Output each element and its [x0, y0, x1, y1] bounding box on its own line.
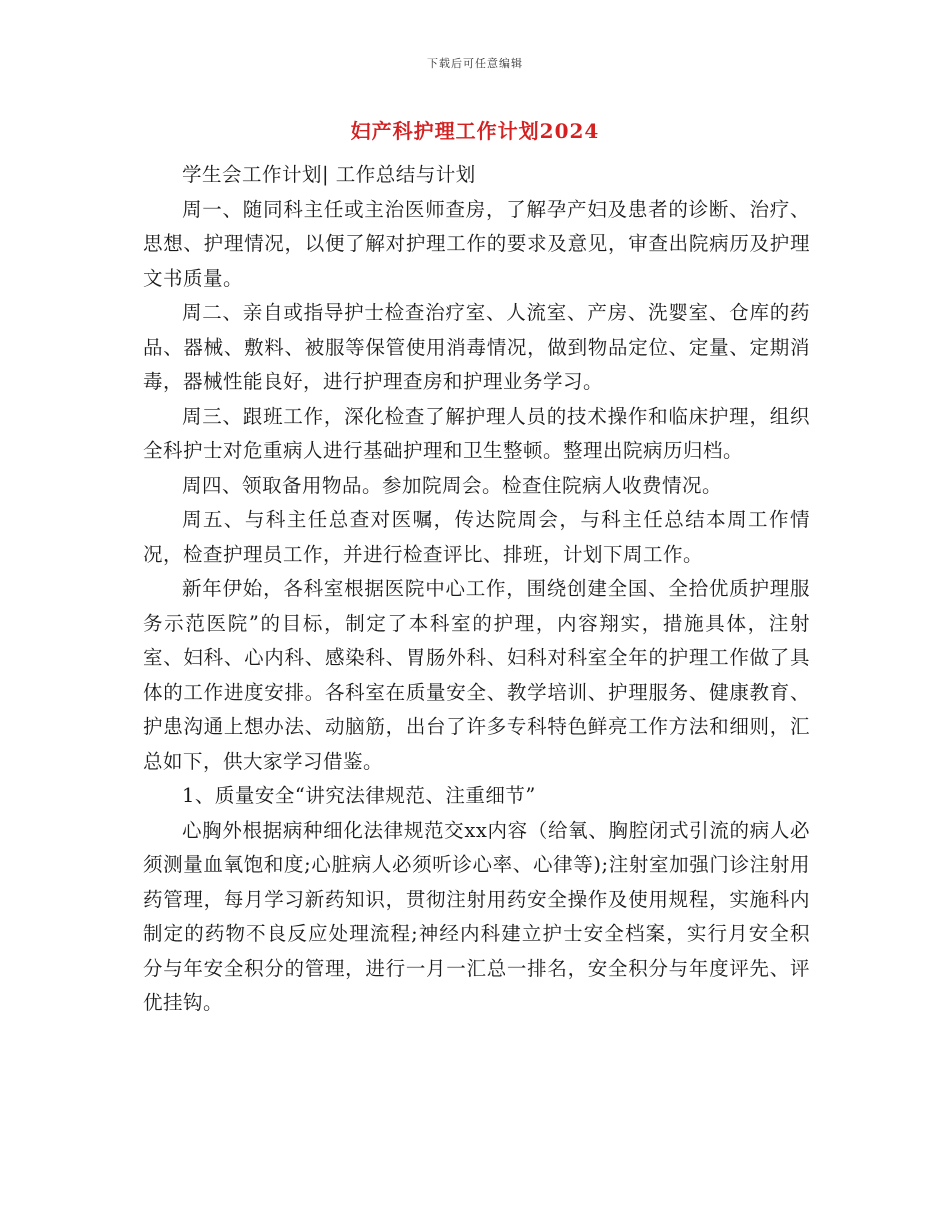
paragraph-quality-safety-detail: 心胸外根据病种细化法律规范交xx内容（给氧、胸腔闭式引流的病人必须测量血氧饱和度;心脏病人必须听诊心率、心律等);注射室加强门诊注射用药管理，每月学习新药知识，贯彻注射用药安全操作及使用规程，实施科内制定的药物不良反应处理流程;神经内科建立护士安全档案，实行月安全积分与年安全积分的管理，进行一月一汇总一排名，安全积分与年度评先、评优挂钩。	[143, 818, 810, 1014]
section-heading-quality-safety: 1、质量安全“讲究法律规范、注重细节”	[182, 784, 536, 807]
document-title: 妇产科护理工作计划2024	[350, 119, 600, 143]
paragraph-category: 学生会工作计划| 工作总结与计划	[182, 163, 476, 186]
paragraph-new-year: 新年伊始，各科室根据医院中心工作，围绕创建全国、全拾优质护理服务示范医院”的目标，制定了本科室的护理，内容翔实，措施具体，注射室、妇科、心内科、感染科、胃肠外科、妇科对科室全年的护理工作做了具体的工作进度安排。各科室在质量安全、教学培训、护理服务、健康教育、护患沟通上想办法、动脑筋，出台了许多专科特色鲜亮工作方法和细则，汇总如下，供大家学习借鉴。	[143, 577, 810, 773]
paragraph-tuesday: 周二、亲自或指导护士检查治疗室、人流室、产房、洗婴室、仓库的药品、器械、敷料、被服等保管使用消毒情况，做到物品定位、定量、定期消毒，器械性能良好，进行护理查房和护理业务学习。	[143, 301, 810, 393]
paragraph-friday: 周五、与科主任总查对医嘱，传达院周会，与科主任总结本周工作情况，检查护理员工作，并进行检查评比、排班，计划下周工作。	[143, 508, 810, 566]
paragraph-thursday: 周四、领取备用物品。参加院周会。检查住院病人收费情况。	[182, 473, 723, 497]
document-body	[143, 158, 810, 1021]
paragraph-monday: 周一、随同科主任或主治医师查房，了解孕产妇及患者的诊断、治疗、思想、护理情况，以便了解对护理工作的要求及意见，审查出院病历及护理文书质量。	[143, 197, 810, 290]
paragraph-wednesday: 周三、跟班工作，深化检查了解护理人员的技术操作和临床护理，组织全科护士对危重病人进行基础护理和卫生整顿。整理出院病历归档。	[143, 404, 810, 462]
page-header-note: 下载后可任意编辑	[427, 57, 523, 70]
